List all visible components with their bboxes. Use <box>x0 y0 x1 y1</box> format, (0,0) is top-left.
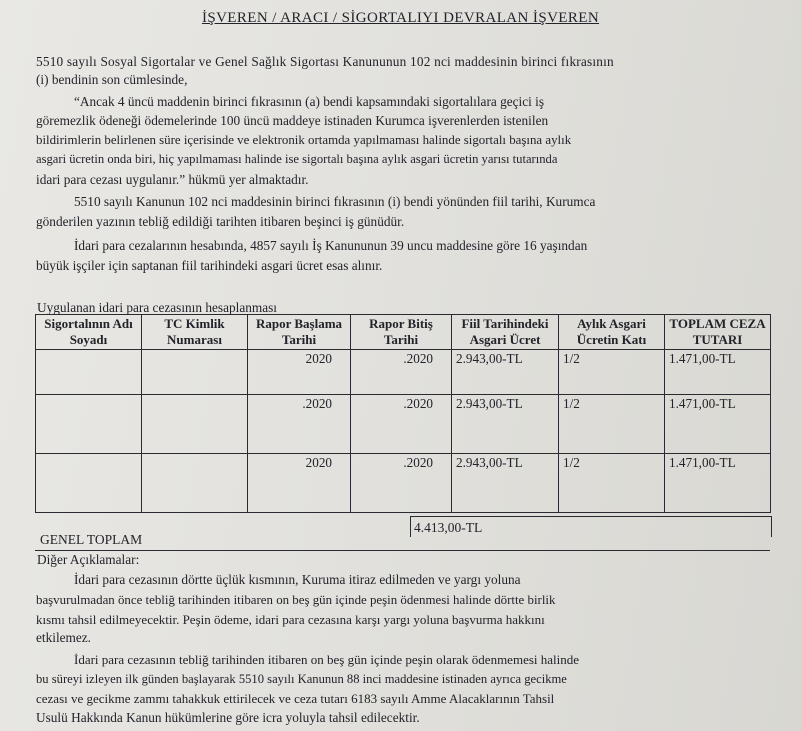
cell-total: 1.471,00-TL <box>665 350 771 395</box>
cell-total: 1.471,00-TL <box>665 395 771 454</box>
cell-start-date: 2020 <box>248 454 351 513</box>
notes-line: etkilemez. <box>36 630 92 645</box>
notes-heading: Diğer Açıklamalar: <box>37 552 140 567</box>
intro-line: gönderilen yazının tebliğ edildiği tarihten itibaren beşinci iş günüdür. <box>36 214 405 229</box>
notes-line: cezası ve gecikme zammı tahakkuk ettirilecek ve ceza tutarı 6183 sayılı Amme Alacaklarının Tahsil <box>36 691 555 706</box>
cell-multiplier: 1/2 <box>559 454 665 513</box>
col-header-total: TOPLAM CEZA TUTARI <box>665 315 771 350</box>
notes-line: İdari para cezasının dörtte üçlük kısmının, Kuruma itiraz edilmeden ve yargı yoluna <box>74 572 521 587</box>
notes-line: başvurulmadan önce tebliğ tarihinden itibaren on beş gün içinde peşin ödenmesi halinde dörtte birlik <box>36 593 556 607</box>
cell-start-date: 2020 <box>248 350 351 395</box>
cell-tc <box>142 350 248 395</box>
table-row <box>36 395 771 454</box>
intro-line: 5510 sayılı Sosyal Sigortalar ve Genel Sağlık Sigortası Kanununun 102 nci maddesinin birinci fıkrasının <box>36 54 614 69</box>
cell-total: 1.471,00-TL <box>665 454 771 513</box>
intro-line: asgari ücretin onda biri, hiç yapılmaması halinde ise sigortalı başına aylık asgari ücretin yarısı tutarında <box>36 152 558 166</box>
col-header-multiplier: Aylık Asgari Ücretin Katı <box>559 315 665 350</box>
cell-name <box>36 350 142 395</box>
cell-tc <box>142 395 248 454</box>
col-header-tc: TC Kimlik Numarası <box>142 315 248 350</box>
notes-line: Usulü Hakkında Kanun hükümlerine göre icra yoluyla tahsil edilecektir. <box>36 710 420 725</box>
intro-line: (i) bendinin son cümlesinde, <box>36 72 188 87</box>
intro-line: İdari para cezalarının hesabında, 4857 sayılı İş Kanununun 39 uncu maddesine göre 16 yaşından <box>74 238 588 253</box>
intro-line: 5510 sayılı Kanunun 102 nci maddesinin birinci fıkrasının (i) bendi yönünden fiil tarihi, Kurumca <box>74 194 596 209</box>
penalty-table <box>35 314 771 513</box>
intro-line: büyük işçiler için saptanan fiil tarihindeki asgari ücret esas alınır. <box>36 258 383 273</box>
cell-min-wage: 2.943,00-TL <box>452 350 559 395</box>
table-row <box>36 454 771 513</box>
table-row <box>36 350 771 395</box>
col-header-min-wage: Fiil Tarihindeki Asgari Ücret <box>452 315 559 350</box>
cell-name <box>36 454 142 513</box>
col-header-end-date: Rapor Bitiş Tarihi <box>351 315 452 350</box>
cell-end-date: .2020 <box>351 395 452 454</box>
cell-start-date: .2020 <box>248 395 351 454</box>
intro-line: idari para cezası uygulanır.” hükmü yer almaktadır. <box>36 172 309 187</box>
cell-min-wage: 2.943,00-TL <box>452 454 559 513</box>
intro-line: göremezlik ödeneği ödemelerinde 100 üncü maddeye istinaden Kurumca işverenlerden istenilen <box>36 113 549 128</box>
table-header-row <box>36 315 771 350</box>
notes-line: bu süreyi izleyen ilk günden başlayarak 5510 sayılı Kanunun 88 inci maddesine istinaden ayrıca gecikme <box>36 672 567 686</box>
col-header-start-date: Rapor Başlama Tarihi <box>248 315 351 350</box>
cell-end-date: .2020 <box>351 454 452 513</box>
cell-tc <box>142 454 248 513</box>
grand-total-label: GENEL TOPLAM <box>40 532 143 547</box>
cell-multiplier: 1/2 <box>559 395 665 454</box>
table-caption: Uygulanan idari para cezasının hesaplanması <box>37 300 277 315</box>
notes-line: kısmı tahsil edilmeyecektir. Peşin ödeme, idari para cezasına karşı yargı yoluna başvurma hakkını <box>36 612 545 627</box>
cell-end-date: .2020 <box>351 350 452 395</box>
notes-line: İdari para cezasının tebliğ tarihinden itibaren on beş gün içinde peşin olarak ödenmemesi halinde <box>74 652 580 667</box>
intro-line: bildirimlerin belirlenen süre içerisinde ve elektronik ortamda yapılmaması halinde sigortalı başına aylık <box>36 133 572 147</box>
intro-line: “Ancak 4 üncü maddenin birinci fıkrasının (a) bendi kapsamındaki sigortalılara geçici iş <box>74 94 545 109</box>
table-bottom-rule <box>35 550 770 551</box>
col-header-name: Sigortalının Adı Soyadı <box>36 315 142 350</box>
document-title: İŞVEREN / ARACI / SİGORTALIYI DEVRALAN İŞVEREN <box>201 10 600 26</box>
grand-total-value: 4.413,00-TL <box>414 520 483 535</box>
cell-name <box>36 395 142 454</box>
cell-multiplier: 1/2 <box>559 350 665 395</box>
cell-min-wage: 2.943,00-TL <box>452 395 559 454</box>
